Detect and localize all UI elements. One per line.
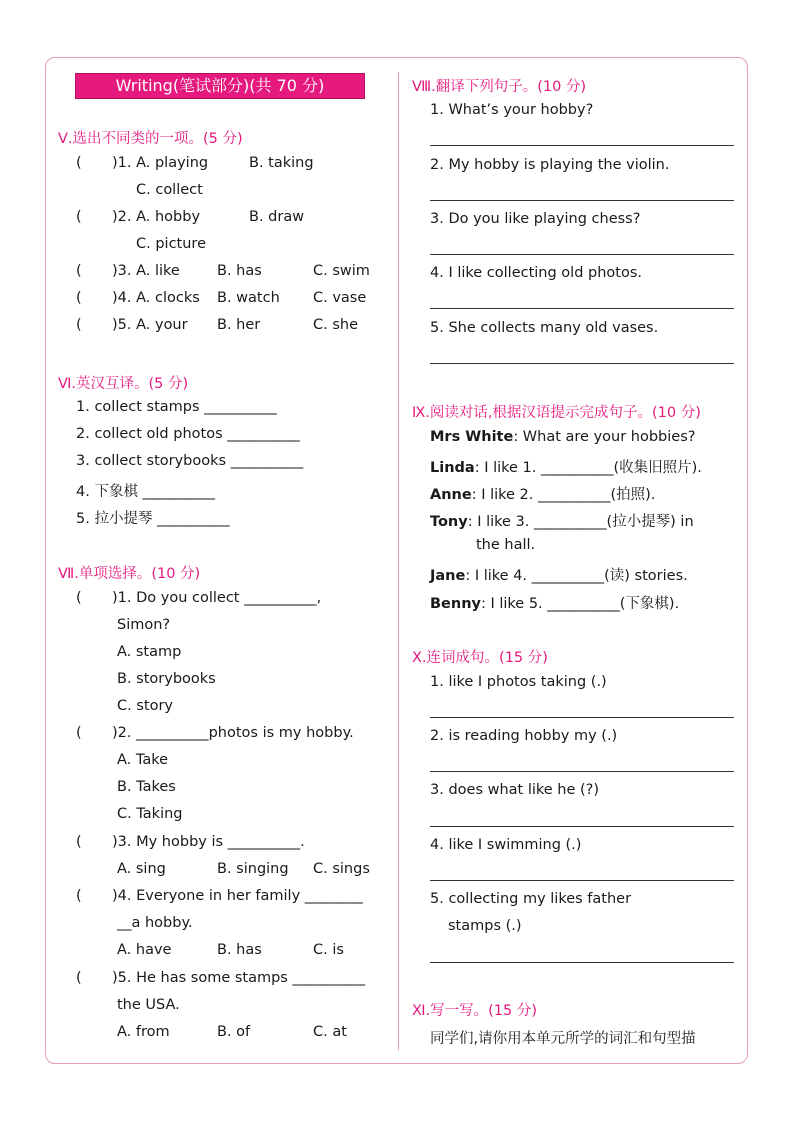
s6-item-5[interactable]: 5. 拉小提琴 __________ [76,511,230,527]
section-8-title: Ⅷ.翻译下列句子。(10 分) [412,79,587,95]
answer-paren[interactable]: ( [76,888,82,904]
section-banner: Writing(笔试部分)(共 70 分) [75,73,365,99]
s6-item-2[interactable]: 2. collect old photos __________ [76,426,300,442]
option-c: C. picture [136,236,206,252]
option-c: C. sings [313,861,370,877]
option-b: B. her [217,317,261,333]
answer-line[interactable] [430,717,734,718]
option-b: B. watch [217,290,280,306]
s10-item-1: 1. like I photos taking (.) [430,674,607,690]
dialogue-text: : I like 2. __________(拍照). [471,487,656,503]
answer-paren[interactable]: ( [76,317,82,333]
option-c: C. vase [313,290,367,306]
option-c: C. Taking [117,806,183,822]
option-b: B. has [217,942,262,958]
section-9-title: Ⅸ.阅读对话,根据汉语提示完成句子。(10 分) [412,405,701,421]
s10-item-5-cont: stamps (.) [448,918,522,934]
speaker-name: Benny [430,596,481,612]
option-c: C. at [313,1024,347,1040]
question-stem: )4. A. clocks [112,290,200,306]
speaker-name: Jane [430,568,466,584]
option-c: C. she [313,317,359,333]
option-a: A. stamp [117,644,182,660]
answer-paren[interactable]: ( [76,209,82,225]
s10-item-5: 5. collecting my likes father [430,891,632,907]
option-a: A. Take [117,752,169,768]
option-b: B. Takes [117,779,176,795]
answer-paren[interactable]: ( [76,290,82,306]
answer-line[interactable] [430,308,734,309]
dialogue-line-2[interactable] [430,456,702,477]
speaker-name: Tony [430,514,468,530]
answer-line[interactable] [430,363,734,364]
answer-line[interactable] [430,145,734,146]
section-11-title: Ⅺ.写一写。(15 分) [412,1003,538,1019]
question-cont: the USA. [117,997,180,1013]
s8-item-5: 5. She collects many old vases. [430,320,659,336]
question-stem: )4. Everyone in her family ________ [112,888,363,904]
section-6-title: Ⅵ.英汉互译。(5 分) [58,376,189,392]
option-c: C. story [117,698,173,714]
question-stem: )3. My hobby is __________. [112,834,305,850]
option-a: A. from [117,1024,170,1040]
answer-paren[interactable]: ( [76,590,82,606]
question-stem: )1. Do you collect __________, [112,590,322,606]
option-b: B. taking [249,155,314,171]
question-cont: __a hobby. [117,915,193,931]
s8-item-1: 1. What’s your hobby? [430,102,594,118]
option-b: B. singing [217,861,289,877]
section-5-title: Ⅴ.选出不同类的一项。(5 分) [58,131,243,147]
column-divider [398,72,399,1050]
question-stem: )2. A. hobby [112,209,201,225]
answer-line[interactable] [430,880,734,881]
option-b: B. of [217,1024,251,1040]
option-a: A. have [117,942,172,958]
option-b: B. draw [249,209,305,225]
question-stem: )1. A. playing [112,155,209,171]
dialogue-text: : I like 5. __________(下象棋). [480,596,680,612]
question-cont: Simon? [117,617,171,633]
answer-line[interactable] [430,826,734,827]
s8-item-3: 3. Do you like playing chess? [430,211,641,227]
option-c: C. is [313,942,344,958]
s6-item-4[interactable]: 4. 下象棋 __________ [76,484,216,500]
question-stem: )5. He has some stamps __________ [112,970,365,986]
dialogue-line-6[interactable] [430,592,679,613]
dialogue-text: : I like 1. __________(收集旧照片). [474,460,702,476]
s8-item-2: 2. My hobby is playing the violin. [430,157,670,173]
s10-item-3: 3. does what like he (?) [430,782,600,798]
option-c: C. swim [313,263,370,279]
s6-item-1[interactable]: 1. collect stamps __________ [76,399,277,415]
answer-paren[interactable]: ( [76,725,82,741]
section-7-title: Ⅶ.单项选择。(10 分) [58,566,201,582]
answer-paren[interactable]: ( [76,834,82,850]
question-stem: )2. __________photos is my hobby. [112,725,354,741]
option-a: A. sing [117,861,166,877]
speaker-name: Linda [430,460,475,476]
speaker-name: Anne [430,487,472,503]
s10-item-2: 2. is reading hobby my (.) [430,728,618,744]
speaker-name: Mrs White [430,429,514,445]
answer-line[interactable] [430,254,734,255]
option-b: B. storybooks [117,671,216,687]
s8-item-4: 4. I like collecting old photos. [430,265,643,281]
dialogue-text: : I like 4. __________(读) stories. [465,568,688,584]
section-10-title: Ⅹ.连词成句。(15 分) [412,650,548,666]
dialogue-line-4[interactable] [430,510,694,531]
dialogue-text: : I like 3. __________(拉小提琴) in [467,514,694,530]
answer-paren[interactable]: ( [76,155,82,171]
answer-line[interactable] [430,771,734,772]
dialogue-cont: the hall. [476,537,536,553]
answer-paren[interactable]: ( [76,970,82,986]
option-b: B. has [217,263,262,279]
s10-item-4: 4. like I swimming (.) [430,837,582,853]
question-stem: )5. A. your [112,317,188,333]
option-c: C. collect [136,182,203,198]
dialogue-text: : What are your hobbies? [513,429,696,445]
s11-instruction: 同学们,请你用本单元所学的词汇和句型描 [430,1031,696,1047]
answer-line[interactable] [430,962,734,963]
dialogue-line-5[interactable] [430,564,688,585]
answer-paren[interactable]: ( [76,263,82,279]
s6-item-3[interactable]: 3. collect storybooks __________ [76,453,304,469]
dialogue-line-1 [430,429,695,445]
dialogue-line-3[interactable] [430,483,655,504]
question-stem: )3. A. like [112,263,180,279]
answer-line[interactable] [430,200,734,201]
